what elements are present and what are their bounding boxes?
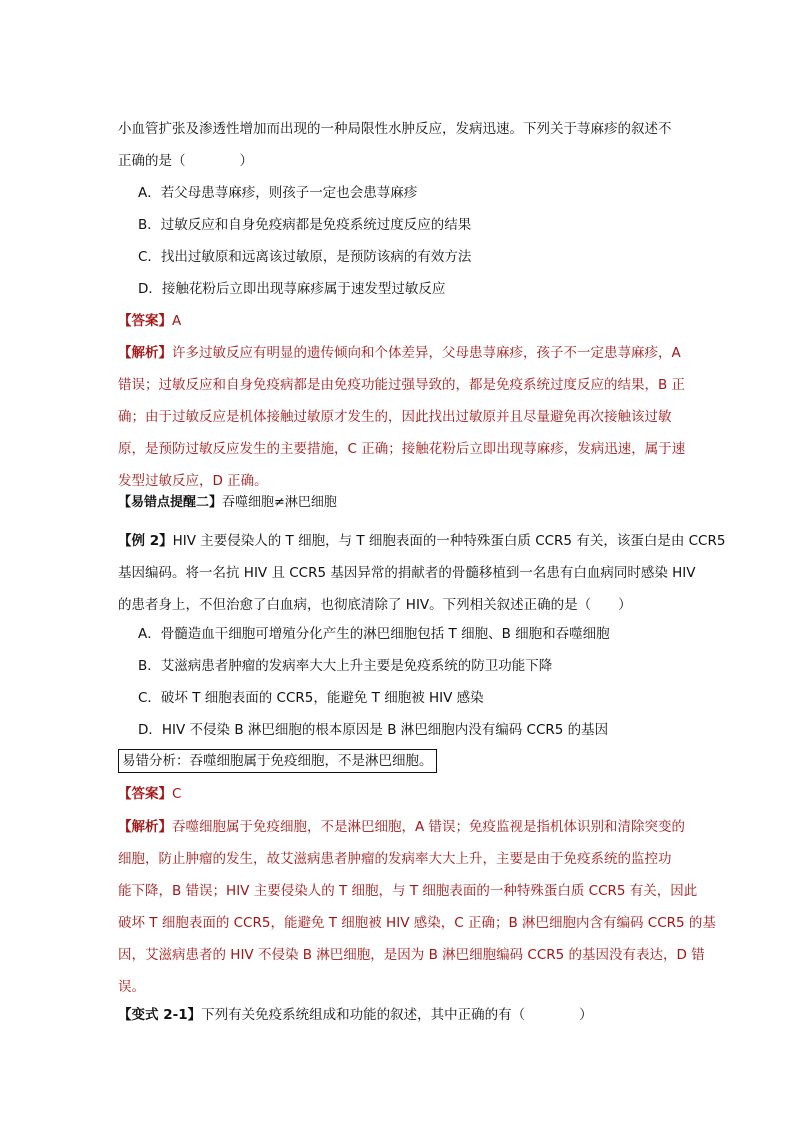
q2-analysis-label: 【解析】 [118, 819, 172, 835]
q1-answer [118, 305, 698, 337]
q1-analysis-text-1: 许多过敏反应有明显的遗传倾向和个体差异，父母患荨麻疹，孩子不一定患荨麻疹，A [172, 345, 681, 361]
q2-options [138, 618, 718, 746]
q2-answer [118, 778, 698, 810]
q1-option-a: A．若父母患荨麻疹，则孩子一定也会患荨麻疹 [138, 185, 418, 201]
q1-analysis-line-1 [118, 337, 698, 369]
q1-option-d: D．接触花粉后立即出现荨麻疹属于速发型过敏反应 [138, 281, 446, 297]
variant-2-1-text: 下列有关免疫系统组成和功能的叙述，其中正确的有（ ） [201, 1007, 593, 1023]
q2-analysis-line-4: 破坏 T 细胞表面的 CCR5，能避免 T 细胞被 HIV 感染，C 正确；B 淋巴细胞内含有编码 CCR5 的基 [118, 915, 716, 931]
q2-analysis-text-1: 吞噬细胞属于免疫细胞，不是淋巴细胞，A 错误；免疫监视是指机体识别和清除突变的 [172, 819, 686, 835]
q1-options [138, 177, 718, 305]
q2-analysis-line-3: 能下降，B 错误；HIV 主要侵染人的 T 细胞，与 T 细胞表面的一种特殊蛋白质 CCR5 有关，因此 [118, 883, 698, 899]
q1-option-c: C．找出过敏原和远离该过敏原，是预防该病的有效方法 [138, 249, 472, 265]
q1-stem-line-2: 正确的是（ ） [118, 153, 253, 169]
q1-option-b: B．过敏反应和自身免疫病都是免疫系统过度反应的结果 [138, 217, 472, 233]
q2-answer-label: 【答案】 [118, 786, 172, 802]
error-tip-heading [118, 490, 337, 516]
q1-analysis-label: 【解析】 [118, 345, 172, 361]
q2-stem-text-1: HIV 主要侵染人的 T 细胞，与 T 细胞表面的一种特殊蛋白质 CCR5 有关，该蛋白是由 CCR5 [172, 533, 726, 549]
q1-analysis-line-4: 原，是预防过敏反应发生的主要措施，C 正确；接触花粉后立即出现荨麻疹，发病迅速，属于速 [118, 441, 686, 457]
q2-stem-line-2: 基因编码。将一名抗 HIV 且 CCR5 基因异常的捐献者的骨髓移植到一名患有白血病同时感染 HIV [118, 565, 696, 581]
q1-stem [118, 113, 698, 177]
q2-stem-line-3: 的患者身上，不但治愈了白血病，也彻底清除了 HIV。下列相关叙述正确的是（ ） [118, 597, 632, 613]
q1-analysis-line-2: 错误；过敏反应和自身免疫病都是由免疫功能过强导致的，都是免疫系统过度反应的结果，B 正 [118, 377, 686, 393]
error-tip-text: 吞噬细胞≠淋巴细胞 [222, 495, 337, 510]
q1-analysis [118, 337, 698, 497]
q1-analysis-line-5: 发型过敏反应，D 正确。 [118, 473, 268, 489]
q2-label: 【例 2】 [118, 533, 173, 549]
q2-answer-value: C [172, 786, 182, 802]
q1-answer-value: A [172, 313, 182, 329]
error-tip-head: 【易错点提醒二】 [118, 495, 223, 510]
q2-option-b: B．艾滋病患者肿瘤的发病率大大上升主要是免疫系统的防卫功能下降 [138, 658, 553, 674]
q2-stem [118, 525, 726, 621]
q2-option-d: D．HIV 不侵染 B 淋巴细胞的根本原因是 B 淋巴细胞内没有编码 CCR5 的基因 [138, 722, 609, 738]
q2-analysis-line-1 [118, 811, 698, 843]
q2-analysis-line-2: 细胞，防止肿瘤的发生，故艾滋病患者肿瘤的发病率大大上升，主要是由于免疫系统的监控功 [118, 851, 672, 867]
variant-2-1-label: 【变式 2-1】 [118, 1007, 202, 1023]
q2-stem-line-1 [118, 525, 726, 557]
q2-option-c: C．破坏 T 细胞表面的 CCR5，能避免 T 细胞被 HIV 感染 [138, 690, 484, 706]
q1-stem-line-1: 小血管扩张及渗透性增加而出现的一种局限性水肿反应，发病迅速。下列关于荨麻疹的叙述不 [118, 121, 672, 137]
q1-analysis-line-3: 确；由于过敏反应是机体接触过敏原才发生的，因此找出过敏原并且尽量避免再次接触该过敏 [118, 409, 672, 425]
q2-analysis-line-6: 误。 [118, 979, 145, 995]
q1-answer-label: 【答案】 [118, 313, 172, 329]
q2-analysis-line-5: 因，艾滋病患者的 HIV 不侵染 B 淋巴细胞，是因为 B 淋巴细胞编码 CCR5 的基因没有表达，D 错 [118, 947, 705, 963]
variant-2-1 [118, 999, 698, 1031]
q2-analysis [118, 811, 716, 1003]
q2-error-analysis-box: 易错分析：吞噬细胞属于免疫细胞，不是淋巴细胞。 [118, 749, 437, 773]
q2-option-a: A．骨髓造血干细胞可增殖分化产生的淋巴细胞包括 T 细胞、B 细胞和吞噬细胞 [138, 626, 610, 642]
